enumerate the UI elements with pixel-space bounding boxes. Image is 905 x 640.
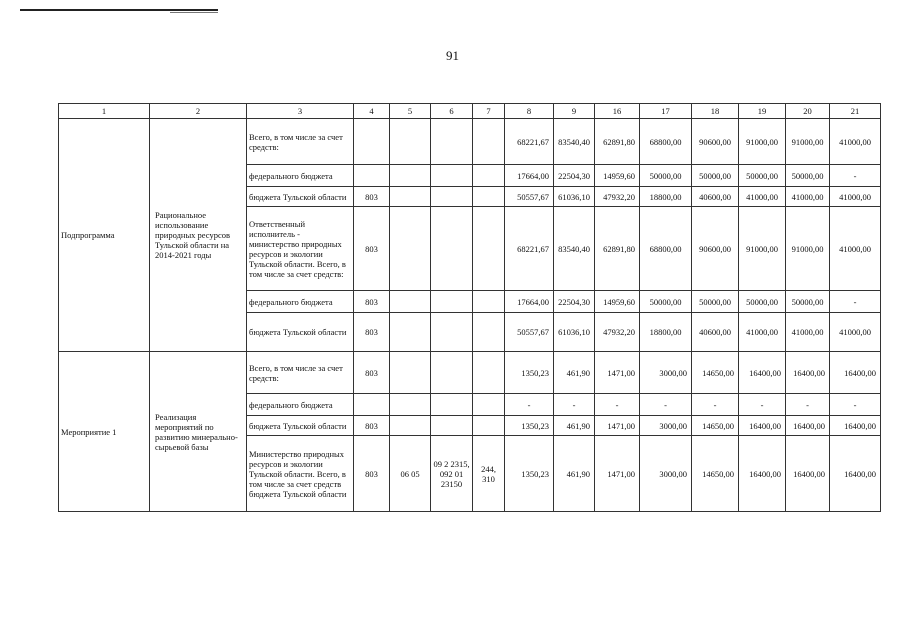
cell-vr <box>473 187 505 207</box>
cell-grbs <box>354 165 390 187</box>
cell-csr <box>431 187 473 207</box>
program-level-label: Подпрограмма <box>59 119 150 352</box>
cell-col16: 14959,60 <box>595 165 640 187</box>
cell-vr <box>473 291 505 313</box>
header-cell: 17 <box>640 104 692 119</box>
cell-col16: 1471,00 <box>595 416 640 436</box>
cell-col18: 90600,00 <box>692 119 739 165</box>
funding-source: федерального бюджета <box>247 394 354 416</box>
cell-col16: 1471,00 <box>595 352 640 394</box>
program-name: Рациональное использование природных ресурсов Тульской области на 2014-2021 годы <box>150 119 247 352</box>
cell-rz-pr <box>390 291 431 313</box>
cell-col9: 61036,10 <box>554 313 595 352</box>
cell-csr <box>431 394 473 416</box>
cell-col8: 17664,00 <box>505 165 554 187</box>
header-cell: 1 <box>59 104 150 119</box>
header-cell: 19 <box>739 104 786 119</box>
cell-col21: 41000,00 <box>830 207 881 291</box>
cell-rz-pr <box>390 352 431 394</box>
cell-col17: 50000,00 <box>640 291 692 313</box>
cell-col9: 83540,40 <box>554 207 595 291</box>
cell-csr <box>431 207 473 291</box>
cell-col21: 41000,00 <box>830 187 881 207</box>
cell-col20: 16400,00 <box>786 352 830 394</box>
cell-csr <box>431 165 473 187</box>
funding-source: бюджета Тульской области <box>247 187 354 207</box>
cell-csr <box>431 352 473 394</box>
header-cell: 5 <box>390 104 431 119</box>
cell-col9: 61036,10 <box>554 187 595 207</box>
cell-col8: - <box>505 394 554 416</box>
funding-source: Всего, в том числе за счет средств: <box>247 119 354 165</box>
program-level-label: Мероприятие 1 <box>59 352 150 512</box>
header-cell: 2 <box>150 104 247 119</box>
cell-col9: 22504,30 <box>554 165 595 187</box>
cell-col19: 50000,00 <box>739 291 786 313</box>
cell-col21: 16400,00 <box>830 436 881 512</box>
cell-col8: 68221,67 <box>505 119 554 165</box>
cell-rz-pr <box>390 119 431 165</box>
cell-col17: 3000,00 <box>640 352 692 394</box>
cell-rz-pr <box>390 394 431 416</box>
cell-col21: 16400,00 <box>830 416 881 436</box>
cell-vr <box>473 207 505 291</box>
table-row <box>59 119 881 165</box>
cell-grbs: 803 <box>354 313 390 352</box>
cell-col9: 461,90 <box>554 436 595 512</box>
cell-col20: 41000,00 <box>786 187 830 207</box>
cell-vr <box>473 313 505 352</box>
cell-rz-pr <box>390 313 431 352</box>
cell-rz-pr: 06 05 <box>390 436 431 512</box>
cell-col21: 41000,00 <box>830 119 881 165</box>
funding-source: бюджета Тульской области <box>247 313 354 352</box>
cell-col18: 40600,00 <box>692 313 739 352</box>
cell-col17: 68800,00 <box>640 207 692 291</box>
cell-col19: 41000,00 <box>739 313 786 352</box>
cell-vr <box>473 352 505 394</box>
cell-csr <box>431 119 473 165</box>
cell-col9: 461,90 <box>554 416 595 436</box>
cell-col20: 91000,00 <box>786 119 830 165</box>
cell-col21: 41000,00 <box>830 313 881 352</box>
cell-col9: 461,90 <box>554 352 595 394</box>
cell-rz-pr <box>390 416 431 436</box>
cell-col19: - <box>739 394 786 416</box>
cell-col16: - <box>595 394 640 416</box>
cell-col17: 50000,00 <box>640 165 692 187</box>
cell-col18: 50000,00 <box>692 165 739 187</box>
cell-col16: 47932,20 <box>595 313 640 352</box>
cell-grbs: 803 <box>354 291 390 313</box>
header-cell: 7 <box>473 104 505 119</box>
cell-csr <box>431 313 473 352</box>
cell-col8: 17664,00 <box>505 291 554 313</box>
header-row <box>59 104 881 119</box>
cell-csr <box>431 416 473 436</box>
cell-col19: 50000,00 <box>739 165 786 187</box>
cell-rz-pr <box>390 165 431 187</box>
header-cell: 21 <box>830 104 881 119</box>
header-cell: 16 <box>595 104 640 119</box>
cell-col16: 47932,20 <box>595 187 640 207</box>
cell-vr <box>473 165 505 187</box>
cell-grbs: 803 <box>354 187 390 207</box>
funding-source: бюджета Тульской области <box>247 416 354 436</box>
cell-col19: 16400,00 <box>739 416 786 436</box>
cell-vr <box>473 119 505 165</box>
cell-col20: 50000,00 <box>786 165 830 187</box>
cell-col18: 90600,00 <box>692 207 739 291</box>
funding-source: Ответственный исполнитель - министерство природных ресурсов и экологии Тульской области. Всего, в том числе за счет средств: <box>247 207 354 291</box>
cell-csr <box>431 291 473 313</box>
header-cell: 20 <box>786 104 830 119</box>
top-rule-shadow <box>170 12 218 13</box>
cell-col18: 50000,00 <box>692 291 739 313</box>
cell-col18: 14650,00 <box>692 352 739 394</box>
cell-col20: 16400,00 <box>786 416 830 436</box>
cell-grbs: 803 <box>354 352 390 394</box>
cell-rz-pr <box>390 207 431 291</box>
cell-col19: 16400,00 <box>739 436 786 512</box>
header-cell: 9 <box>554 104 595 119</box>
cell-grbs: 803 <box>354 207 390 291</box>
cell-col18: 40600,00 <box>692 187 739 207</box>
funding-source: федерального бюджета <box>247 291 354 313</box>
cell-col17: 3000,00 <box>640 416 692 436</box>
header-cell: 6 <box>431 104 473 119</box>
cell-col17: 3000,00 <box>640 436 692 512</box>
cell-col9: - <box>554 394 595 416</box>
cell-col16: 62891,80 <box>595 207 640 291</box>
cell-col21: - <box>830 291 881 313</box>
cell-col21: - <box>830 394 881 416</box>
cell-col18: 14650,00 <box>692 416 739 436</box>
cell-vr <box>473 394 505 416</box>
top-rule <box>20 9 218 11</box>
cell-col21: 16400,00 <box>830 352 881 394</box>
cell-rz-pr <box>390 187 431 207</box>
cell-col17: 18800,00 <box>640 313 692 352</box>
cell-col16: 62891,80 <box>595 119 640 165</box>
cell-col8: 50557,67 <box>505 313 554 352</box>
budget-table <box>58 103 881 512</box>
cell-col20: 16400,00 <box>786 436 830 512</box>
cell-col8: 68221,67 <box>505 207 554 291</box>
cell-col16: 14959,60 <box>595 291 640 313</box>
cell-col20: 91000,00 <box>786 207 830 291</box>
cell-col19: 41000,00 <box>739 187 786 207</box>
page-number: 91 <box>446 48 459 63</box>
cell-col19: 91000,00 <box>739 207 786 291</box>
funding-source: Министерство природных ресурсов и экологии Тульской области. Всего, в том числе за счет средств бюджета Тульской области <box>247 436 354 512</box>
cell-col20: 41000,00 <box>786 313 830 352</box>
cell-col8: 1350,23 <box>505 436 554 512</box>
cell-col19: 16400,00 <box>739 352 786 394</box>
cell-vr: 244, 310 <box>473 436 505 512</box>
cell-col18: 14650,00 <box>692 436 739 512</box>
cell-grbs <box>354 119 390 165</box>
header-cell: 3 <box>247 104 354 119</box>
header-cell: 8 <box>505 104 554 119</box>
funding-source: федерального бюджета <box>247 165 354 187</box>
cell-col9: 83540,40 <box>554 119 595 165</box>
program-name: Реализация мероприятий по развитию минерально-сырьевой базы <box>150 352 247 512</box>
header-cell: 4 <box>354 104 390 119</box>
cell-col20: - <box>786 394 830 416</box>
cell-col17: 18800,00 <box>640 187 692 207</box>
cell-col19: 91000,00 <box>739 119 786 165</box>
cell-col8: 50557,67 <box>505 187 554 207</box>
cell-grbs <box>354 394 390 416</box>
cell-col16: 1471,00 <box>595 436 640 512</box>
cell-col8: 1350,23 <box>505 416 554 436</box>
cell-col8: 1350,23 <box>505 352 554 394</box>
cell-vr <box>473 416 505 436</box>
cell-col17: 68800,00 <box>640 119 692 165</box>
cell-grbs: 803 <box>354 416 390 436</box>
cell-col20: 50000,00 <box>786 291 830 313</box>
header-cell: 18 <box>692 104 739 119</box>
table-row <box>59 352 881 394</box>
cell-grbs: 803 <box>354 436 390 512</box>
cell-csr: 09 2 2315, 092 01 23150 <box>431 436 473 512</box>
cell-col18: - <box>692 394 739 416</box>
cell-col17: - <box>640 394 692 416</box>
cell-col9: 22504,30 <box>554 291 595 313</box>
funding-source: Всего, в том числе за счет средств: <box>247 352 354 394</box>
cell-col21: - <box>830 165 881 187</box>
